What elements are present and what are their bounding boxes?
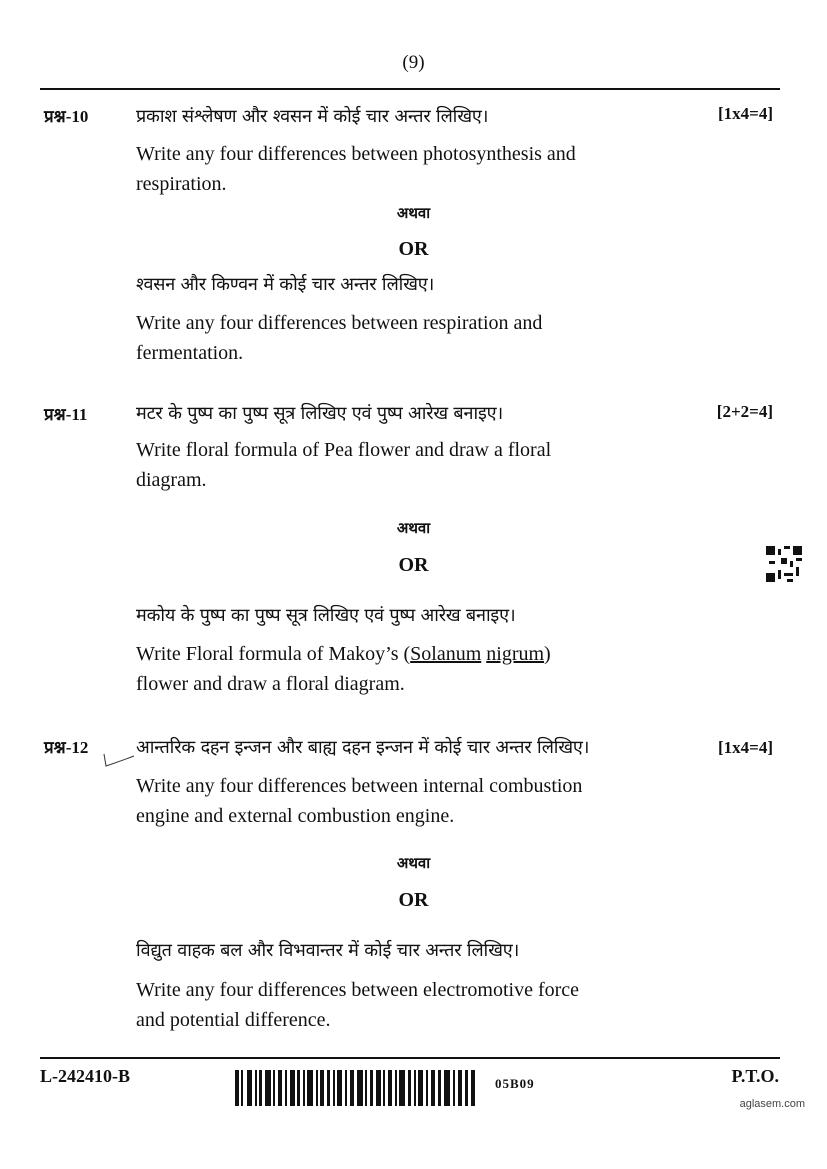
question-11-alt-english-line-1 <box>136 639 696 669</box>
question-12-marks: [1x4=4] <box>717 738 773 757</box>
question-12-english <box>136 771 696 831</box>
question-10-or-hindi: अथवा <box>396 204 431 222</box>
paper-code: L-242410-B <box>40 1066 130 1086</box>
question-12-english-line-1: Write any four differences between internal combustion <box>136 775 583 797</box>
pto-label: P.T.O. <box>731 1066 779 1086</box>
question-10-or-english: OR <box>398 238 429 260</box>
barcode-icon <box>235 1068 475 1108</box>
serial-number: 05B09 <box>495 1076 535 1091</box>
question-10-label: प्रश्न-10 <box>44 107 89 126</box>
qr-code-icon <box>766 546 802 582</box>
question-12-hindi: आन्तरिक दहन इन्जन और बाह्य दहन इन्जन में कोई चार अन्तर लिखिए। <box>136 737 590 758</box>
question-12-or-hindi: अथवा <box>396 854 431 872</box>
question-11-english-line-1: Write floral formula of Pea flower and draw a floral <box>136 439 552 461</box>
question-11-or-english: OR <box>398 554 429 576</box>
footer-rule <box>40 1057 780 1059</box>
pen-mark-icon <box>100 752 140 772</box>
nigrum-species: nigrum <box>486 643 545 665</box>
question-12-alt-hindi: विद्युत वाहक बल और विभवान्तर में कोई चार अन्तर लिखिए। <box>136 940 520 961</box>
question-11-marks: [2+2=4] <box>716 402 773 421</box>
question-11-label: प्रश्न-11 <box>44 405 88 424</box>
page-number: (9) <box>402 52 425 73</box>
question-11-alt-hindi: मकोय के पुष्प का पुष्प सूत्र लिखिए एवं पुष्प आरेख बनाइए। <box>136 605 516 626</box>
question-10-english <box>136 139 696 199</box>
question-11-hindi: मटर के पुष्प का पुष्प सूत्र लिखिए एवं पुष्प आरेख बनाइए। <box>136 403 503 424</box>
question-12-alt-english-line-1: Write any four differences between electromotive force <box>136 979 580 1001</box>
question-11-alt-english <box>136 639 696 699</box>
question-10-alt-english-line-2: fermentation. <box>136 342 244 364</box>
question-10-alt-hindi: श्वसन और किण्वन में कोई चार अन्तर लिखिए। <box>136 274 435 295</box>
question-10-marks: [1x4=4] <box>717 104 773 123</box>
source-watermark: aglasem.com <box>739 1098 805 1110</box>
question-10-alt-english-line-1: Write any four differences between respiration and <box>136 312 543 334</box>
question-10-english-line-1: Write any four differences between photosynthesis and <box>136 143 576 165</box>
question-12-alt-english-line-2: and potential difference. <box>136 1009 331 1031</box>
question-12-or-english: OR <box>398 889 429 911</box>
question-10-english-line-2: respiration. <box>136 173 227 195</box>
question-11-or-hindi: अथवा <box>396 519 431 537</box>
question-12-alt-english <box>136 975 696 1035</box>
question-10-hindi: प्रकाश संश्लेषण और श्वसन में कोई चार अन्तर लिखिए। <box>136 106 489 127</box>
question-11-alt-english-line-2: flower and draw a floral diagram. <box>136 673 405 695</box>
question-11-english-line-2: diagram. <box>136 469 207 491</box>
header-rule <box>40 88 780 90</box>
question-12-english-line-2: engine and external combustion engine. <box>136 805 455 827</box>
question-12-label: प्रश्न-12 <box>44 738 89 757</box>
solanum-genus: Solanum <box>410 643 482 665</box>
alt-english-suffix: ) <box>544 643 551 665</box>
question-11-english <box>136 435 696 495</box>
alt-english-prefix: Write Floral formula of Makoy’s ( <box>136 643 411 665</box>
question-10-alt-english <box>136 308 696 368</box>
